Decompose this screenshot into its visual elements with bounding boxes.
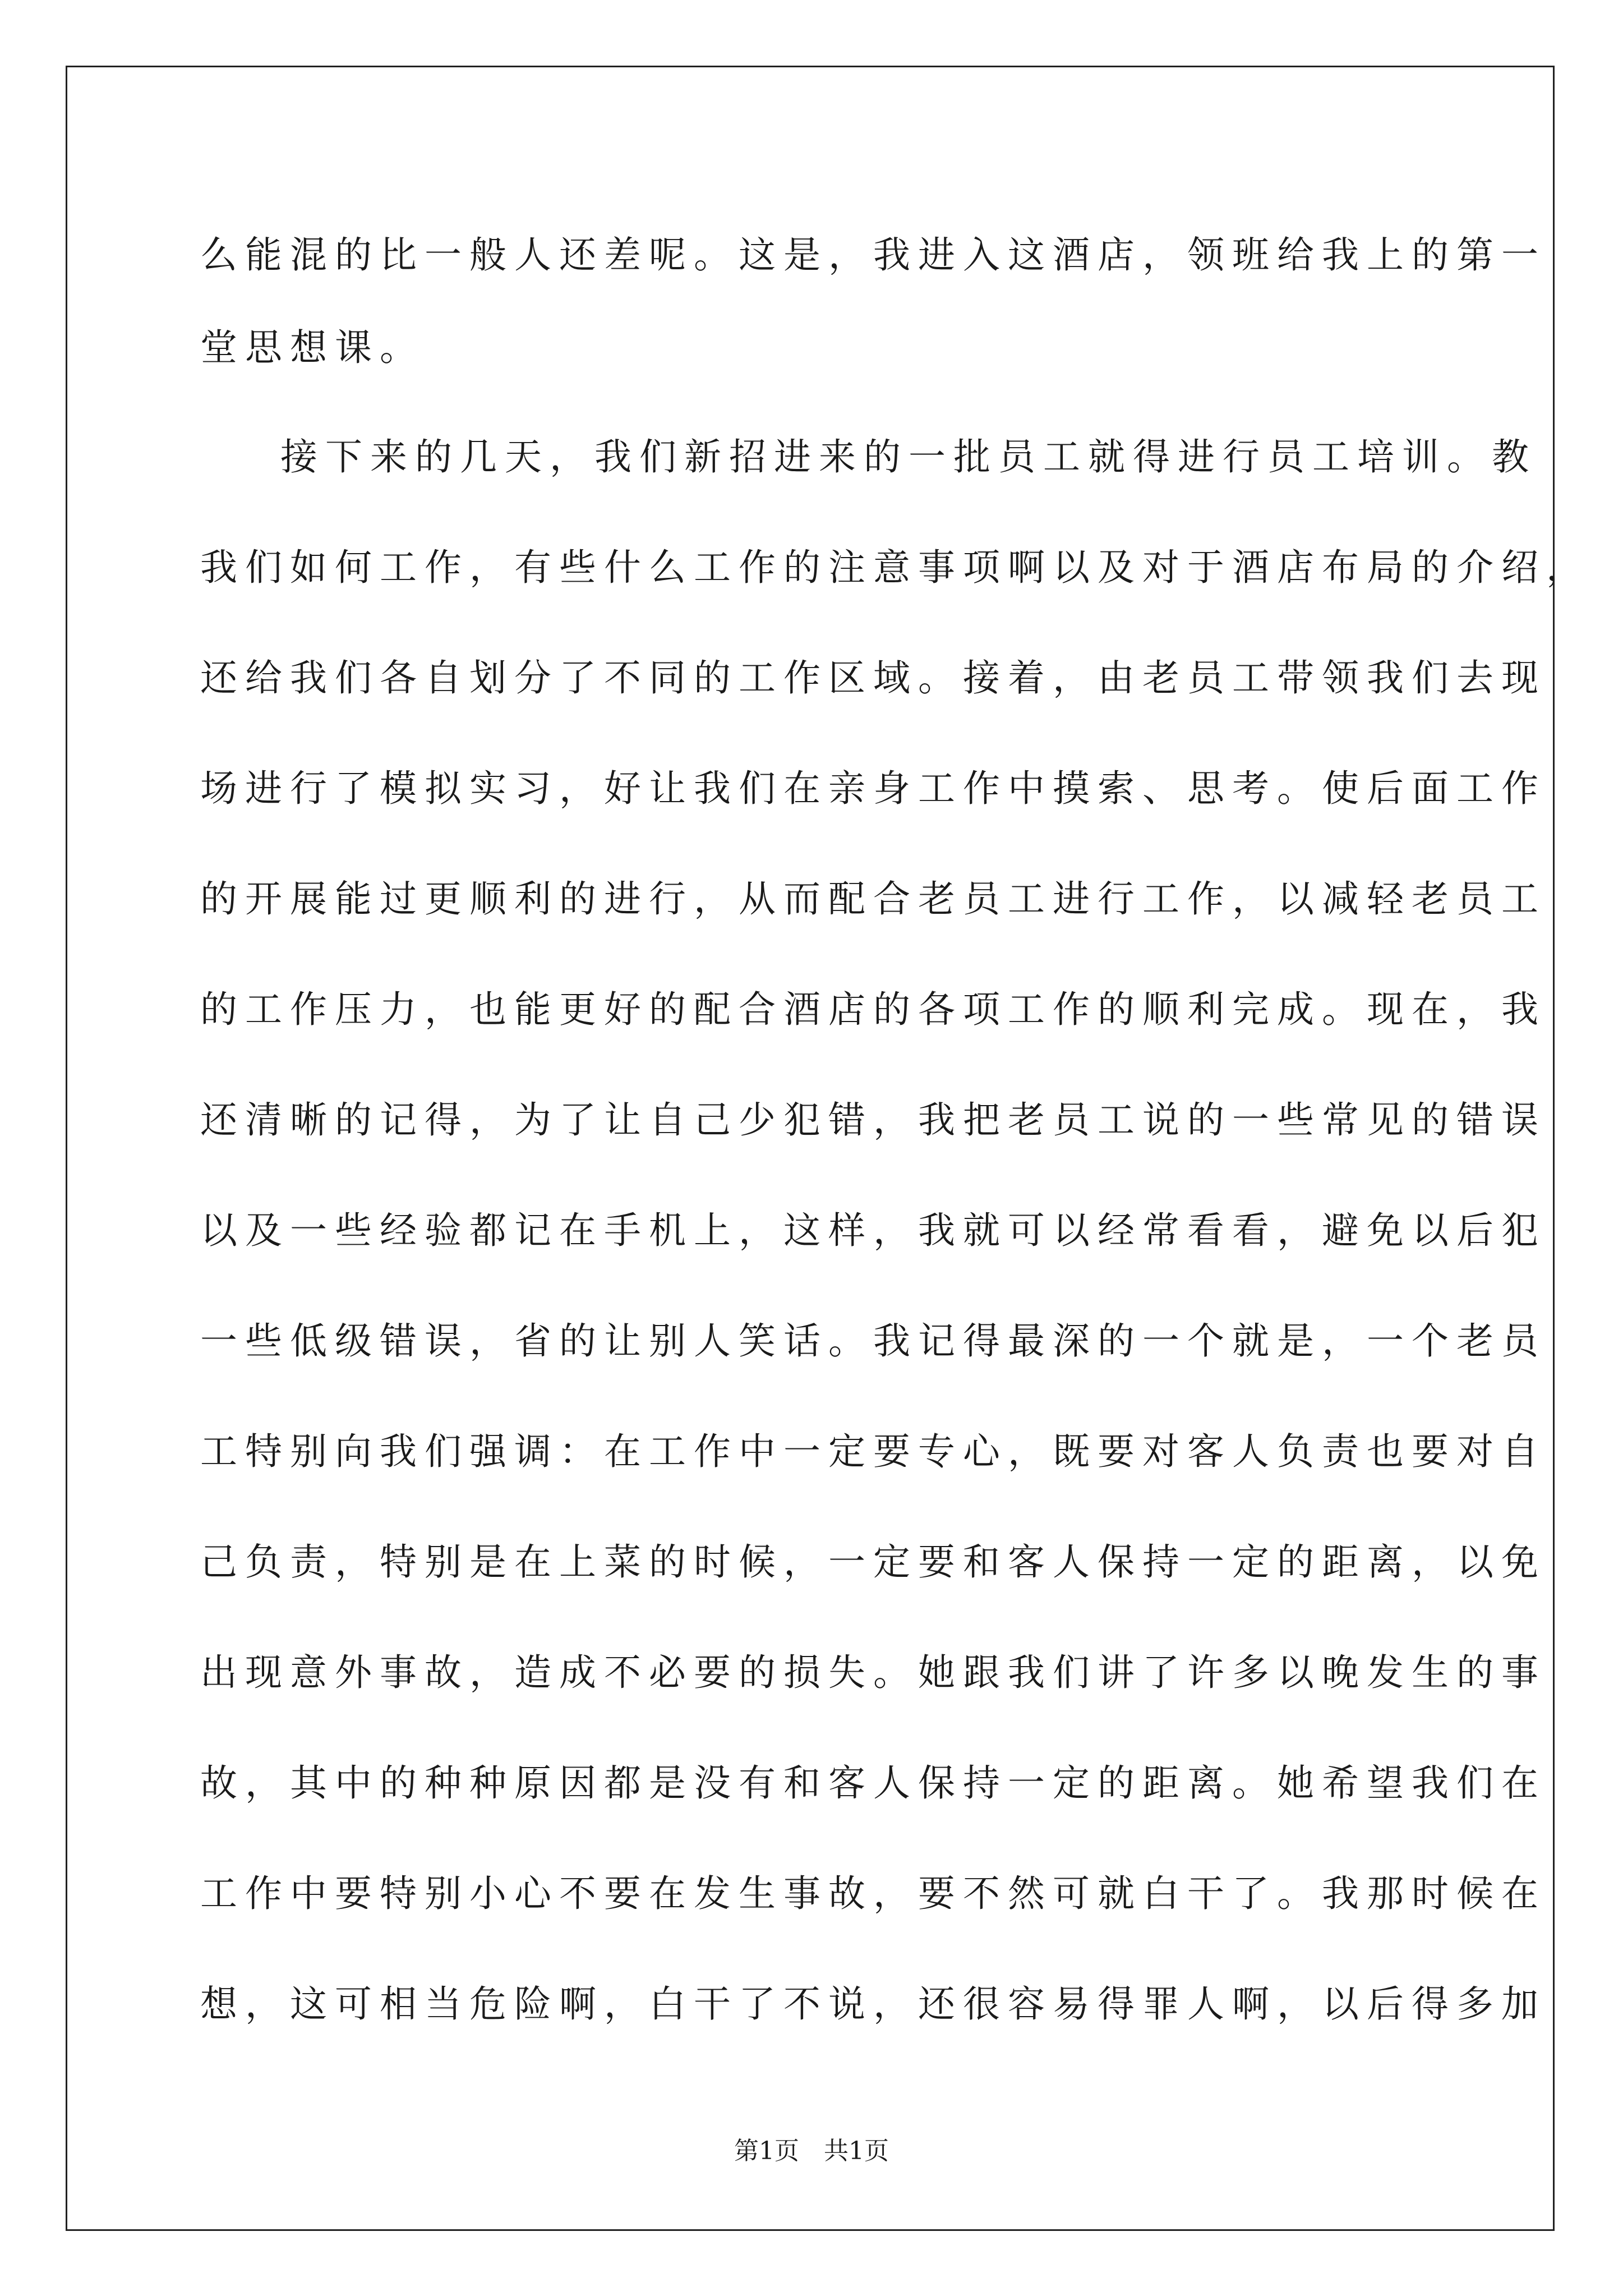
body-text-line: 工特别向我们强调：在工作中一定要专心，既要对客人负责也要对自 <box>200 1430 1546 1473</box>
body-text-line: 出现意外事故，造成不必要的损失。她跟我们讲了许多以晚发生的事 <box>200 1651 1546 1694</box>
body-text-line: 还清晰的记得，为了让自己少犯错，我把老员工说的一些常见的错误 <box>200 1098 1546 1142</box>
body-text-line: 一些低级错误，省的让别人笑话。我记得最深的一个就是，一个老员 <box>200 1319 1546 1363</box>
body-text-line: 以及一些经验都记在手机上，这样，我就可以经常看看，避免以后犯 <box>200 1209 1546 1252</box>
page-number-footer: 第1页 共1页 <box>734 2137 889 2165</box>
body-text-line: 的工作压力，也能更好的配合酒店的各项工作的顺利完成。现在，我 <box>200 988 1546 1031</box>
body-text-line: 么能混的比一般人还差呢。这是，我进入这酒店，领班给我上的第一 <box>200 233 1546 277</box>
body-text-line: 工作中要特别小心不要在发生事故，要不然可就白干了。我那时候在 <box>200 1872 1546 1915</box>
body-text-line: 接下来的几天，我们新招进来的一批员工就得进行员工培训。教 <box>280 435 1537 478</box>
body-text-line: 堂思想课。 <box>200 326 425 369</box>
body-text-line: 故，其中的种种原因都是没有和客人保持一定的距离。她希望我们在 <box>200 1761 1546 1805</box>
body-text-line: 还给我们各自划分了不同的工作区域。接着，由老员工带领我们去现 <box>200 656 1546 700</box>
body-text-line: 场进行了模拟实习，好让我们在亲身工作中摸索、思考。使后面工作 <box>200 767 1546 810</box>
body-text-line: 的开展能过更顺利的进行，从而配合老员工进行工作，以减轻老员工 <box>200 877 1546 921</box>
body-text-line: 我们如何工作，有些什么工作的注意事项啊以及对于酒店布局的介绍， <box>200 546 1591 589</box>
body-text-line: 想，这可相当危险啊，白干了不说，还很容易得罪人啊，以后得多加 <box>200 1982 1546 2026</box>
body-text-line: 己负责，特别是在上菜的时候，一定要和客人保持一定的距离，以免 <box>200 1540 1546 1584</box>
